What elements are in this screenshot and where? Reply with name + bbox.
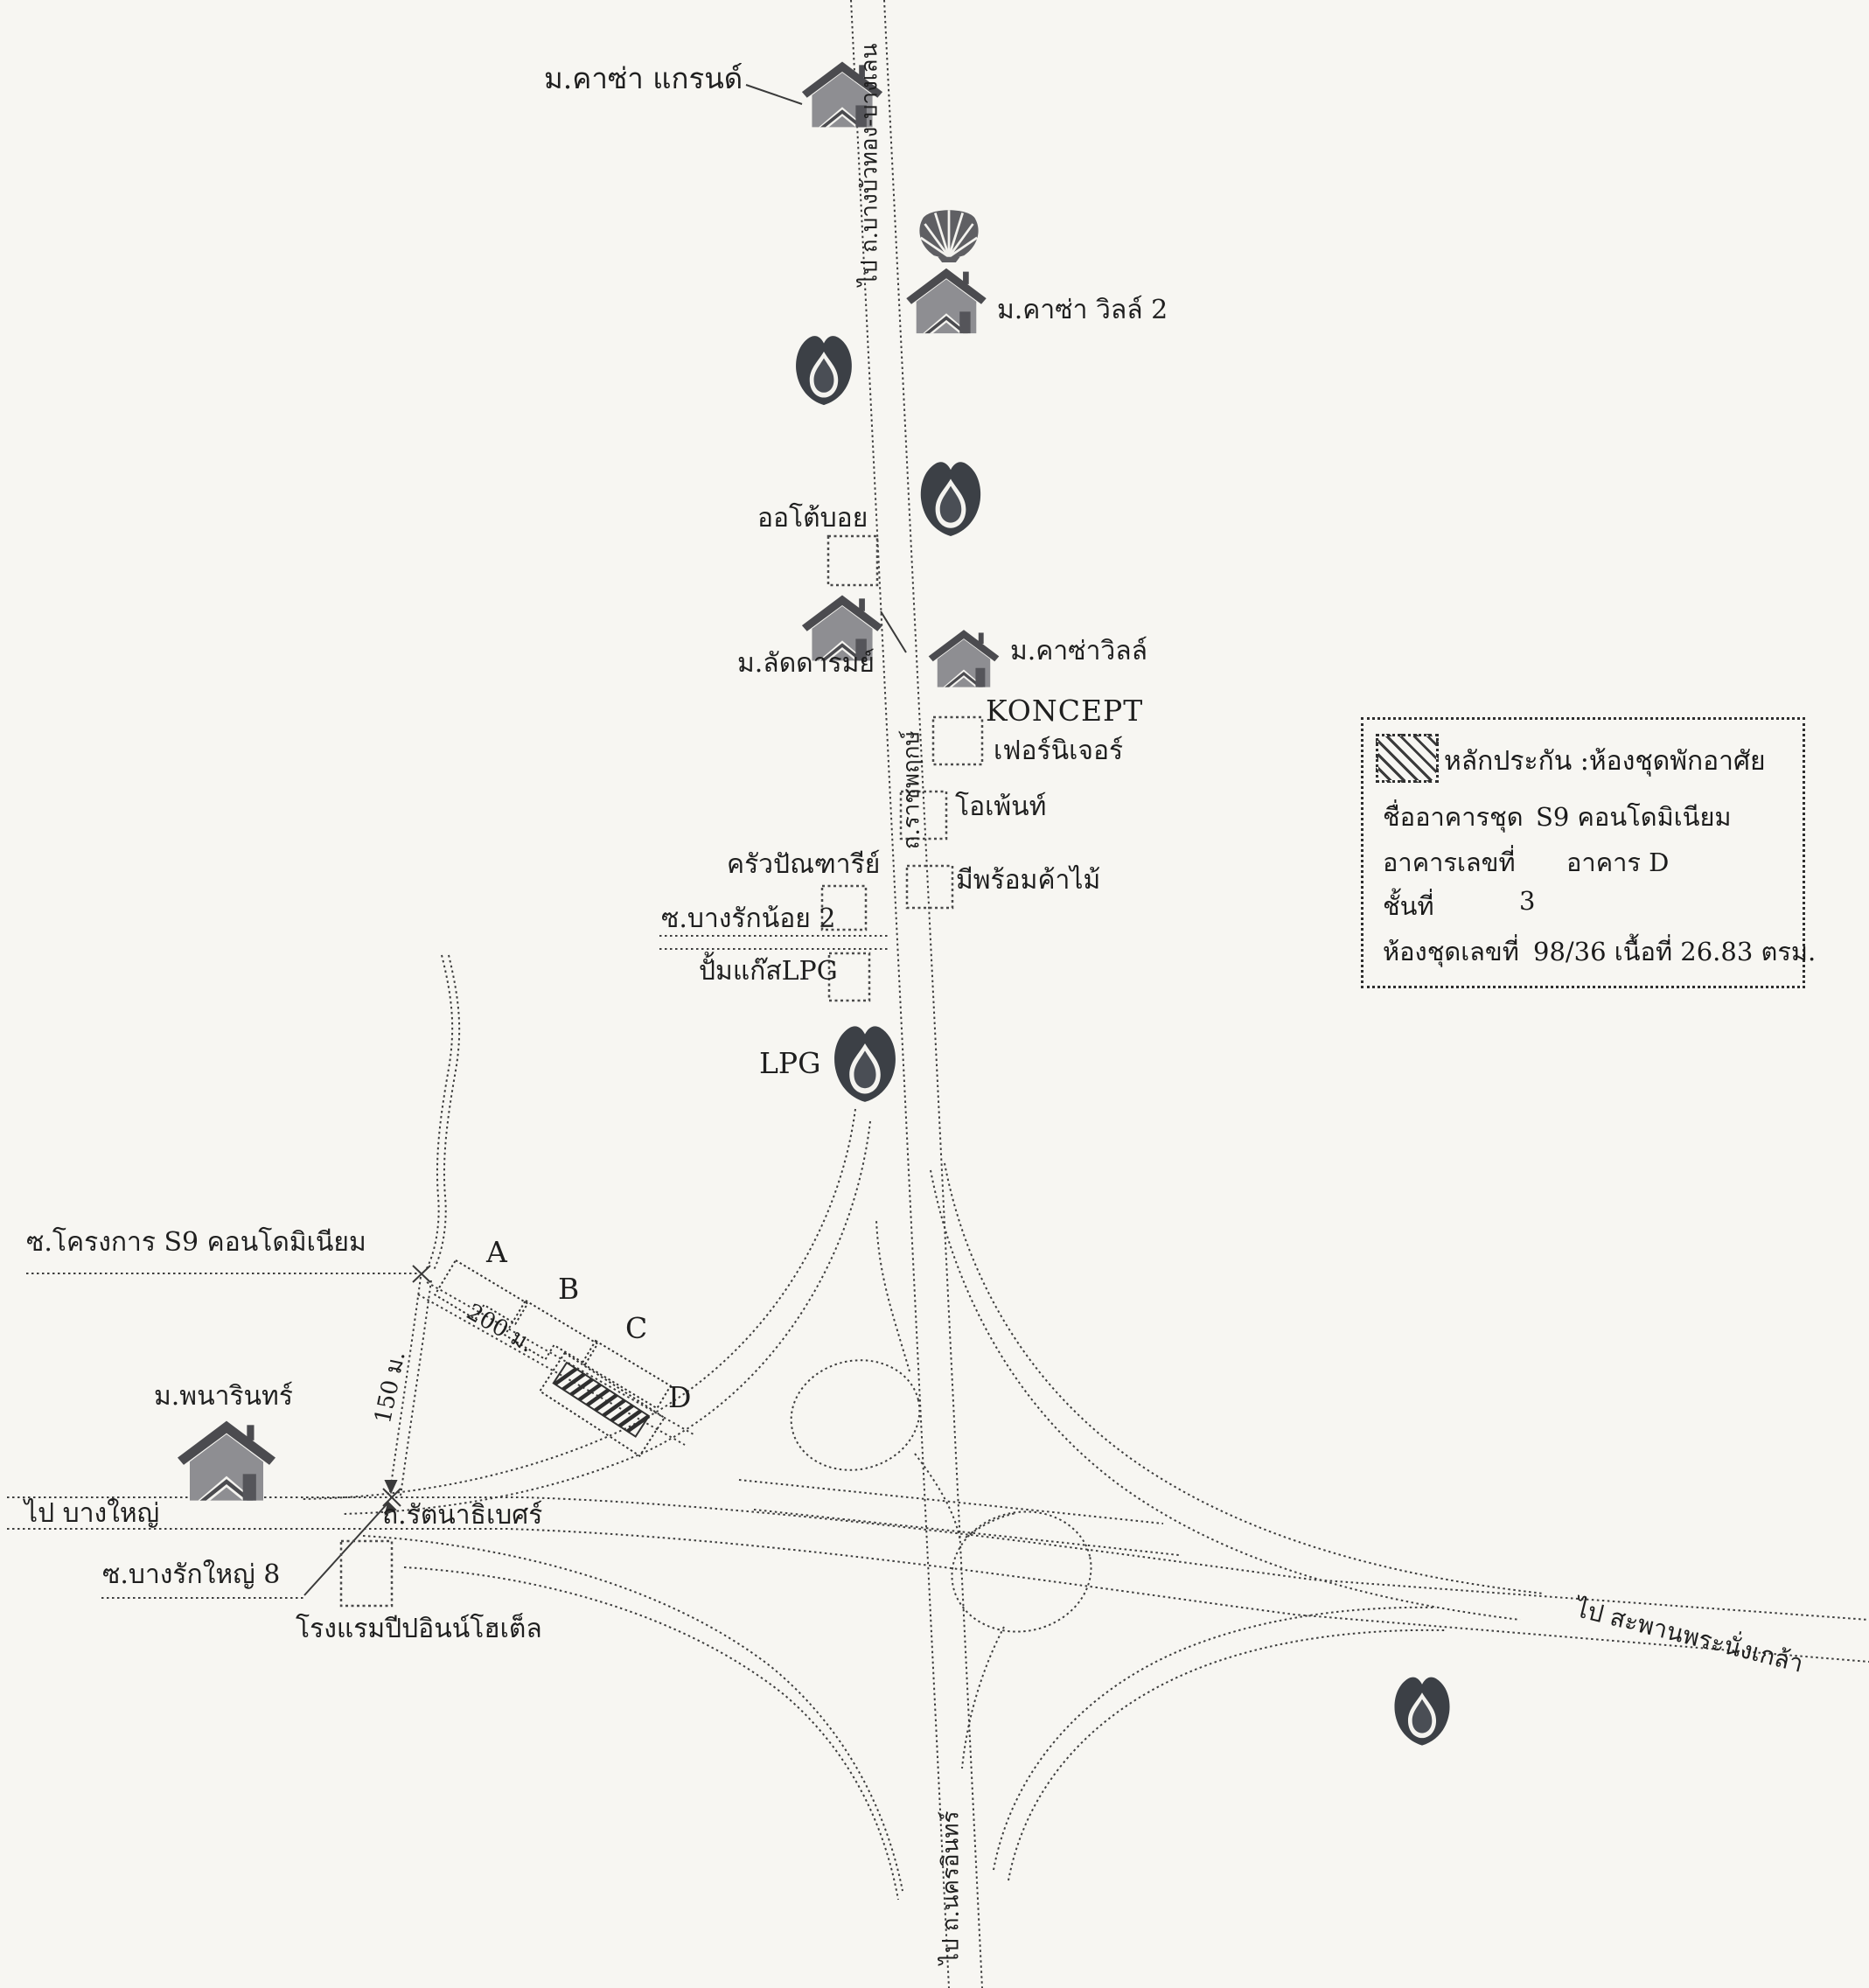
to-nakhon-in-road-label: ไป ถ.นครอินทร์: [938, 1810, 965, 1965]
hatched-area-icon: [1376, 734, 1439, 783]
condo-buildings: [435, 1260, 670, 1456]
legend-box: [1361, 717, 1817, 988]
soi-s9-label: ซ.โครงการ S9 คอนโดมิเนียม: [26, 1227, 366, 1258]
legend-unit-value: 98/36 เนื้อที่ 26.83 ตรม.: [1533, 937, 1817, 966]
distance-150m-label: 150 ม.: [370, 1349, 411, 1426]
building-a-label: A: [486, 1235, 507, 1269]
to-bangbuathong-road-label: ไป ถ.บางบัวทอง-บางเลน: [856, 43, 883, 286]
legend-title: หลักประกัน :ห้องชุดพักอาศัย: [1444, 746, 1766, 777]
koncept-label-line1: KONCEPT: [986, 694, 1144, 728]
lpg-ptt-flame-icon: [834, 1026, 896, 1102]
legend-building-no-label: อาคารเลขที่: [1383, 848, 1516, 877]
panarin-house-icon: [178, 1421, 275, 1501]
soi-bangrakyai8-label: ซ.บางรักใหญ่ 8: [102, 1559, 281, 1590]
casa-ville-2-label: ม.คาซ่า วิลล์ 2: [997, 295, 1168, 325]
rattanathibet-road-label: ถ.รัตนาธิเบศร์: [382, 1500, 543, 1531]
ptt-flame-icon: [796, 336, 852, 405]
shell-station-icon: [919, 210, 978, 262]
ramp-southeast: [994, 1608, 1436, 1870]
ramp-southwest: [363, 1536, 903, 1891]
ramp-northeast-inner: [931, 1170, 1520, 1620]
leader-bangrakyai8: [304, 1503, 388, 1595]
building-b-label: B: [558, 1272, 580, 1306]
to-bangyai-label: ไป บางใหญ่: [24, 1498, 160, 1529]
loop-ramp-north: [779, 1347, 931, 1483]
koncept-label-line2: เฟอร์นิเจอร์: [994, 736, 1124, 766]
leader-laddarom: [881, 611, 906, 652]
building-c-label: C: [625, 1311, 648, 1345]
building-d-hatched: [540, 1353, 664, 1456]
distance-200m-label: 200 ม.: [462, 1299, 539, 1358]
ratchaphruek-road-label: ถ.ราชพฤกษ์: [898, 730, 925, 850]
casa-ville-house-icon: [929, 630, 1000, 687]
lpg-label: LPG: [759, 1046, 821, 1080]
loop-feed-north: [876, 1220, 910, 1371]
road-rattanathibet-bottom-edge: [7, 1529, 1869, 1662]
ramp-northeast: [945, 1163, 1544, 1594]
krua-label: ครัวปัณฑารีย์: [727, 849, 881, 880]
loop-tail-south: [962, 1627, 1004, 1768]
junction-arrowhead: [386, 1481, 396, 1492]
legend-building-name-label: ชื่ออาคารชุด: [1383, 802, 1524, 832]
hotel-building-box-icon: [341, 1541, 392, 1606]
median-line-1: [739, 1480, 1163, 1524]
open-label: โอเพ้นท์: [955, 792, 1047, 822]
soi-bangraknoi2-label: ซ.บางรักน้อย 2: [661, 903, 836, 934]
casa-ville-label: ม.คาซ่าวิลล์: [1010, 636, 1148, 666]
ramp-southeast-inner: [1008, 1630, 1445, 1880]
legend-floor-value: 3: [1519, 886, 1536, 916]
hotel-label: โรงแรมปีปอินน์โฮเต็ล: [296, 1614, 542, 1644]
legend-unit-label: ห้องชุดเลขที่: [1383, 937, 1519, 966]
loop-ramp-south: [941, 1499, 1103, 1644]
legend-building-name-value: S9 คอนโดมิเนียม: [1536, 802, 1732, 832]
legend-floor-label: ชั้นที่: [1383, 891, 1434, 921]
ptt-flame-icon: [921, 462, 980, 536]
leader-casa-grand: [746, 85, 802, 104]
ramp-northwest-inner: [343, 1121, 870, 1514]
legend-building-no-value: อาคาร D: [1566, 848, 1670, 877]
autoboy-building-box-icon: [828, 536, 877, 585]
meeprom-label: มีพร้อมค้าไม้: [956, 865, 1101, 896]
lpg-pump-label: ปั้มแก๊สLPG: [699, 956, 838, 987]
to-phranangklao-label: ไป สะพานพระนั่งเกล้า: [1573, 1594, 1807, 1678]
autoboy-label: ออโต้บอย: [757, 503, 868, 534]
laddarom-label: ม.ลัดดารมย์: [737, 648, 875, 679]
panarin-label: ม.พนารินทร์: [154, 1381, 293, 1412]
ptt-flame-icon: [1394, 1678, 1449, 1746]
casa-ville-2-house-icon: [906, 269, 986, 333]
koncept-building-box-icon: [933, 717, 982, 764]
median-line-2: [754, 1510, 1179, 1555]
casa-grand-label: ม.คาซ่า แกรนด์: [544, 61, 743, 95]
building-d-label: D: [668, 1380, 692, 1414]
